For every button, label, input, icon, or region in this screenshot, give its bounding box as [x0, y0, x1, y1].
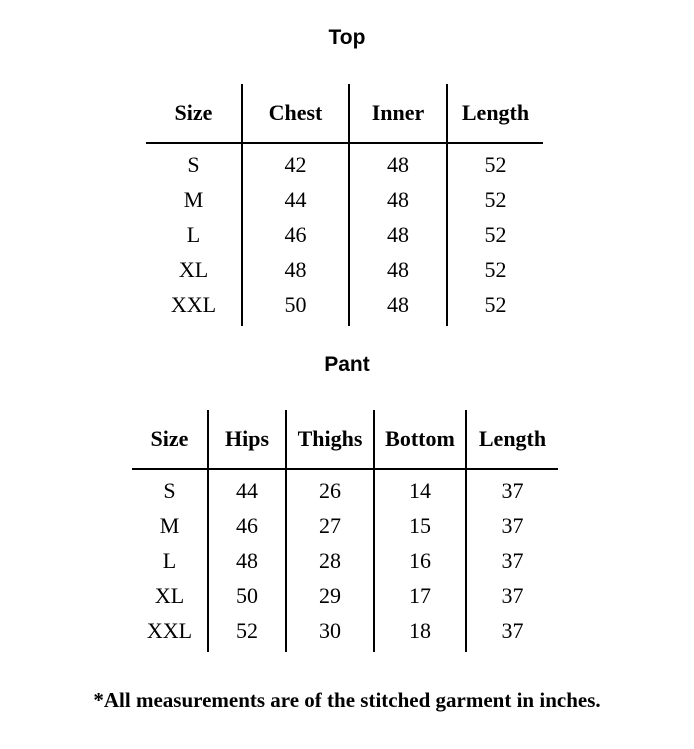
column-header-chest: Chest: [242, 84, 349, 143]
table-row: [132, 508, 558, 543]
hips-cell: 52: [208, 613, 286, 652]
size-cell: XXL: [146, 617, 193, 643]
table-row: [146, 217, 543, 252]
length-cell: 52: [447, 287, 543, 326]
top-size-chart-table: [146, 84, 543, 326]
column-header-length: Length: [466, 410, 558, 469]
length-cell: 37: [466, 578, 558, 613]
inner-cell: 48: [349, 252, 447, 287]
column-header-inner: Inner: [349, 84, 447, 143]
size-cell: L: [186, 221, 201, 247]
table-row: [146, 143, 543, 182]
column-header-length: Length: [447, 84, 543, 143]
bottom-cell: 17: [374, 578, 466, 613]
table-row: [146, 252, 543, 287]
bottom-cell: 18: [374, 613, 466, 652]
table-row: [132, 613, 558, 652]
column-header-thighs: Thighs: [286, 410, 374, 469]
bottom-cell: 14: [374, 469, 466, 508]
inner-cell: 48: [349, 182, 447, 217]
size-cell: S: [163, 477, 176, 503]
size-cell: M: [159, 512, 180, 538]
inner-cell: 48: [349, 217, 447, 252]
top-size-chart-title: Top: [328, 26, 366, 49]
measurement-footnote: *All measurements are of the stitched garment in inches.: [93, 688, 601, 712]
thighs-cell: 29: [286, 578, 374, 613]
length-cell: 52: [447, 143, 543, 182]
table-row: [132, 543, 558, 578]
thighs-cell: 30: [286, 613, 374, 652]
table-row: [132, 578, 558, 613]
size-cell: XL: [178, 256, 209, 282]
chest-cell: 42: [242, 143, 349, 182]
bottom-cell: 16: [374, 543, 466, 578]
hips-cell: 46: [208, 508, 286, 543]
size-cell: S: [187, 151, 200, 177]
chest-cell: 50: [242, 287, 349, 326]
length-cell: 52: [447, 217, 543, 252]
chest-cell: 46: [242, 217, 349, 252]
pant-size-chart-title: Pant: [324, 353, 370, 376]
inner-cell: 48: [349, 143, 447, 182]
chest-cell: 44: [242, 182, 349, 217]
hips-cell: 50: [208, 578, 286, 613]
size-cell: L: [162, 547, 177, 573]
thighs-cell: 27: [286, 508, 374, 543]
table-header-row: [132, 410, 558, 469]
thighs-cell: 26: [286, 469, 374, 508]
table-header-row: [146, 84, 543, 143]
column-header-size: Size: [146, 84, 242, 143]
size-cell: XL: [154, 582, 185, 608]
hips-cell: 48: [208, 543, 286, 578]
table-row: [146, 287, 543, 326]
length-cell: 52: [447, 252, 543, 287]
column-header-hips: Hips: [208, 410, 286, 469]
length-cell: 37: [466, 613, 558, 652]
size-cell: M: [183, 186, 204, 212]
length-cell: 37: [466, 543, 558, 578]
column-header-size: Size: [132, 410, 208, 469]
bottom-cell: 15: [374, 508, 466, 543]
column-header-bottom: Bottom: [374, 410, 466, 469]
hips-cell: 44: [208, 469, 286, 508]
length-cell: 37: [466, 469, 558, 508]
size-cell: XXL: [170, 291, 217, 317]
thighs-cell: 28: [286, 543, 374, 578]
pant-size-chart-table: [132, 410, 558, 652]
length-cell: 52: [447, 182, 543, 217]
table-row: [146, 182, 543, 217]
inner-cell: 48: [349, 287, 447, 326]
table-row: [132, 469, 558, 508]
chest-cell: 48: [242, 252, 349, 287]
length-cell: 37: [466, 508, 558, 543]
